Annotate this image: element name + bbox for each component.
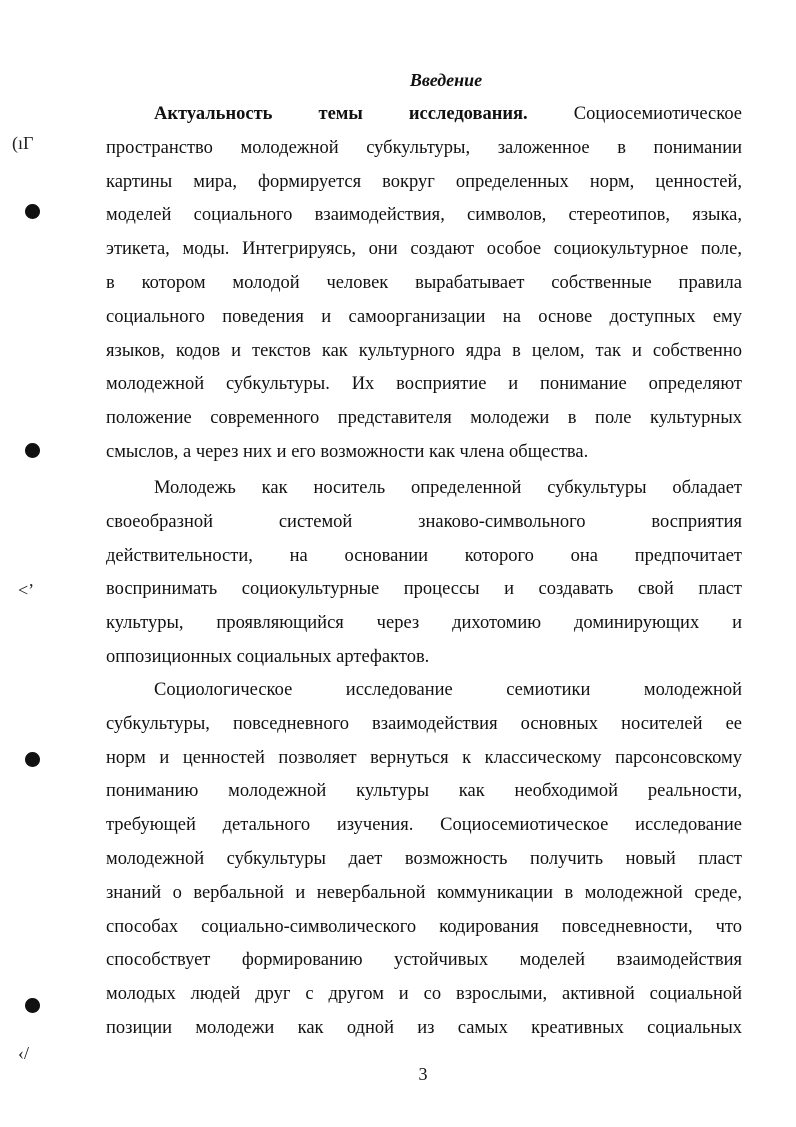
text-line: способствует формированию устойчивых моделей взаимодействия xyxy=(106,950,742,971)
text-line: воспринимать социокультурные процессы и создавать свой пласт xyxy=(106,579,742,600)
text-line: норм и ценностей позволяет вернуться к классическому парсонсовскому xyxy=(106,747,742,768)
text-line: молодежной субкультуры. Их восприятие и понимание определяют xyxy=(106,374,742,395)
text-line: культуры, проявляющийся через дихотомию доминирующих и xyxy=(106,613,742,634)
margin-mark: (ıΓ xyxy=(12,133,34,153)
text-line: этикета, моды. Интегрируясь, они создают особое социокультурное поле, xyxy=(106,239,742,260)
binding-hole xyxy=(25,443,40,458)
text-line: языков, кодов и текстов как культурного ядра в целом, так и собственно xyxy=(106,340,742,361)
text-line: Молодежь как носитель определенной субкультуры обладает xyxy=(154,478,742,498)
text-line: положение современного представителя молодежи в поле культурных xyxy=(106,408,742,429)
paragraph-2 xyxy=(106,472,742,675)
text-line: требующей детального изучения. Социосемиотическое исследование xyxy=(106,815,742,836)
text-line: смыслов, а через них и его возможности как члена общества. xyxy=(106,441,589,462)
page-title: Введение xyxy=(409,70,483,90)
text-line: пониманию молодежной культуры как необходимой реальности, xyxy=(106,781,742,802)
text-line: оппозиционных социальных артефактов. xyxy=(106,646,430,667)
section-heading: Актуальность темы исследования. xyxy=(154,104,528,124)
paragraph-3 xyxy=(106,674,742,1046)
text-line: Социологическое исследование семиотики молодежной xyxy=(154,680,742,700)
binding-hole xyxy=(25,998,40,1013)
binding-hole xyxy=(25,752,40,767)
text-line: молодежной субкультуры дает возможность получить новый пласт xyxy=(106,848,742,869)
text-line: Актуальность темы исследования. Социосемиотическое xyxy=(154,104,742,124)
text-line: молодых людей друг с другом и со взрослыми, активной социальной xyxy=(106,984,742,1005)
text-line: пространство молодежной субкультуры, заложенное в понимании xyxy=(106,137,742,158)
margin-mark: ‹/ xyxy=(18,1043,29,1063)
text-line: моделей социального взаимодействия, символов, стереотипов, языка, xyxy=(106,205,742,226)
text-line: социального поведения и самоорганизации на основе доступных ему xyxy=(106,306,742,327)
text-line: субкультуры, повседневного взаимодействия основных носителей ее xyxy=(106,713,742,734)
text-line: своеобразной системой знаково-символьного восприятия xyxy=(106,511,742,532)
paragraph-1 xyxy=(106,98,742,470)
margin-mark: <’ xyxy=(18,580,35,600)
text-line: способах социально-символического кодирования повседневности, что xyxy=(106,916,742,937)
text-line: действительности, на основании которого она предпочитает xyxy=(106,545,742,566)
page-number: 3 xyxy=(418,1064,428,1084)
text-line: в котором молодой человек вырабатывает собственные правила xyxy=(106,272,742,293)
text-line: картины мира, формируется вокруг определенных норм, ценностей, xyxy=(106,171,742,192)
binding-hole xyxy=(25,204,40,219)
text-line: знаний о вербальной и невербальной коммуникации в молодежной среде, xyxy=(106,882,742,903)
text-line: позиции молодежи как одной из самых креативных социальных xyxy=(106,1017,742,1038)
